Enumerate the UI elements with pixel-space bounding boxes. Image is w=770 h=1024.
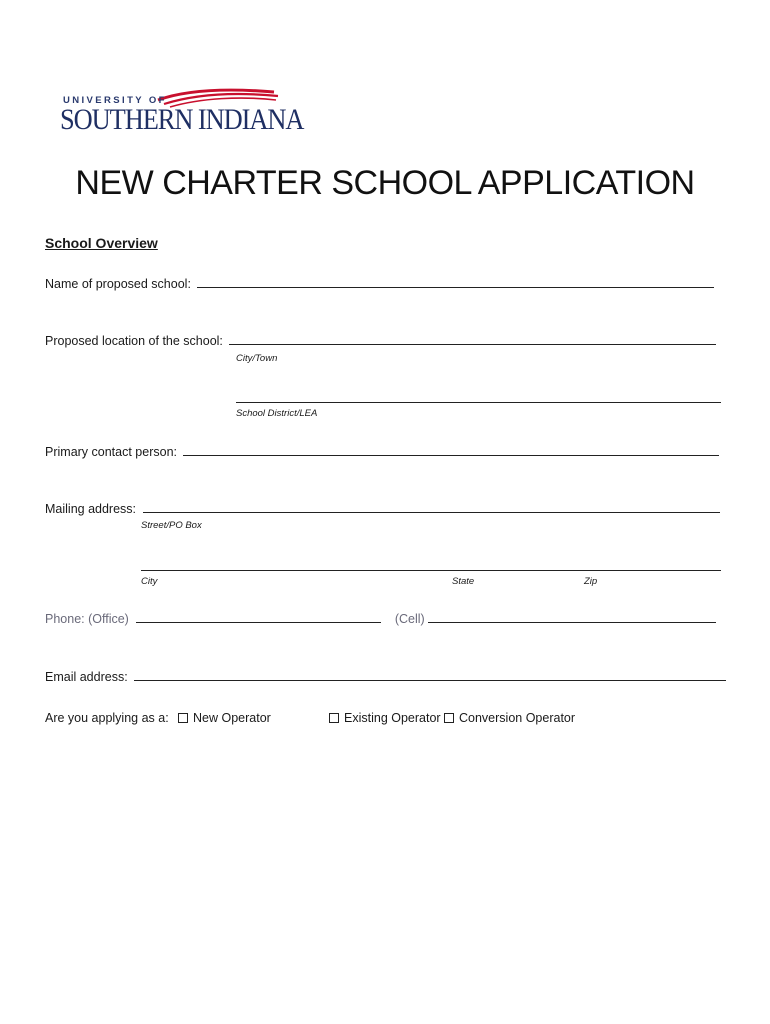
- page-title: NEW CHARTER SCHOOL APPLICATION: [75, 164, 695, 202]
- mailing-label: Mailing address:: [45, 502, 137, 516]
- logo-university-of: UNIVERSITY OF: [63, 95, 167, 106]
- location-row: [45, 333, 716, 348]
- applying-as-label: Are you applying as a:: [45, 711, 169, 725]
- option-conversion-operator-label: Conversion Operator: [459, 711, 576, 725]
- contact-label: Primary contact person:: [45, 445, 177, 459]
- option-existing-operator[interactable]: [329, 711, 441, 725]
- school-name-row: [45, 276, 714, 291]
- option-new-operator-label: New Operator: [193, 711, 271, 725]
- city-town-caption: City/Town: [236, 353, 278, 364]
- phone-office-field[interactable]: [136, 611, 381, 623]
- section-heading: School Overview: [45, 235, 158, 251]
- contact-person-field[interactable]: [183, 444, 719, 456]
- school-district-field[interactable]: [236, 401, 721, 403]
- school-name-field[interactable]: [197, 276, 714, 288]
- phone-cell-field[interactable]: [428, 611, 716, 623]
- checkbox-new-operator[interactable]: [178, 713, 188, 723]
- option-new-operator[interactable]: [178, 711, 271, 725]
- mailing-row: [45, 501, 720, 516]
- phone-row: [45, 611, 716, 626]
- location-label: Proposed location of the school:: [45, 334, 223, 348]
- checkbox-existing-operator[interactable]: [329, 713, 339, 723]
- contact-row: [45, 444, 719, 459]
- state-caption: State: [452, 576, 475, 587]
- city-state-zip-field[interactable]: [141, 569, 721, 571]
- email-label: Email address:: [45, 670, 128, 684]
- option-existing-operator-label: Existing Operator: [344, 711, 441, 725]
- city-caption: City: [141, 576, 158, 587]
- school-name-label: Name of proposed school:: [45, 277, 191, 291]
- email-row: [45, 669, 726, 684]
- usi-logo: [60, 86, 305, 144]
- school-district-caption: School District/LEA: [236, 408, 318, 419]
- location-city-field[interactable]: [229, 333, 716, 345]
- logo-wordmark: SOUTHERN INDIANA: [60, 103, 304, 136]
- street-field[interactable]: [143, 501, 720, 513]
- option-conversion-operator[interactable]: [444, 711, 575, 725]
- phone-office-label: Phone: (Office): [45, 612, 129, 626]
- checkbox-conversion-operator[interactable]: [444, 713, 454, 723]
- email-field[interactable]: [134, 669, 726, 681]
- zip-caption: Zip: [584, 576, 598, 587]
- phone-cell-label: (Cell): [394, 612, 425, 626]
- street-caption: Street/PO Box: [141, 520, 202, 531]
